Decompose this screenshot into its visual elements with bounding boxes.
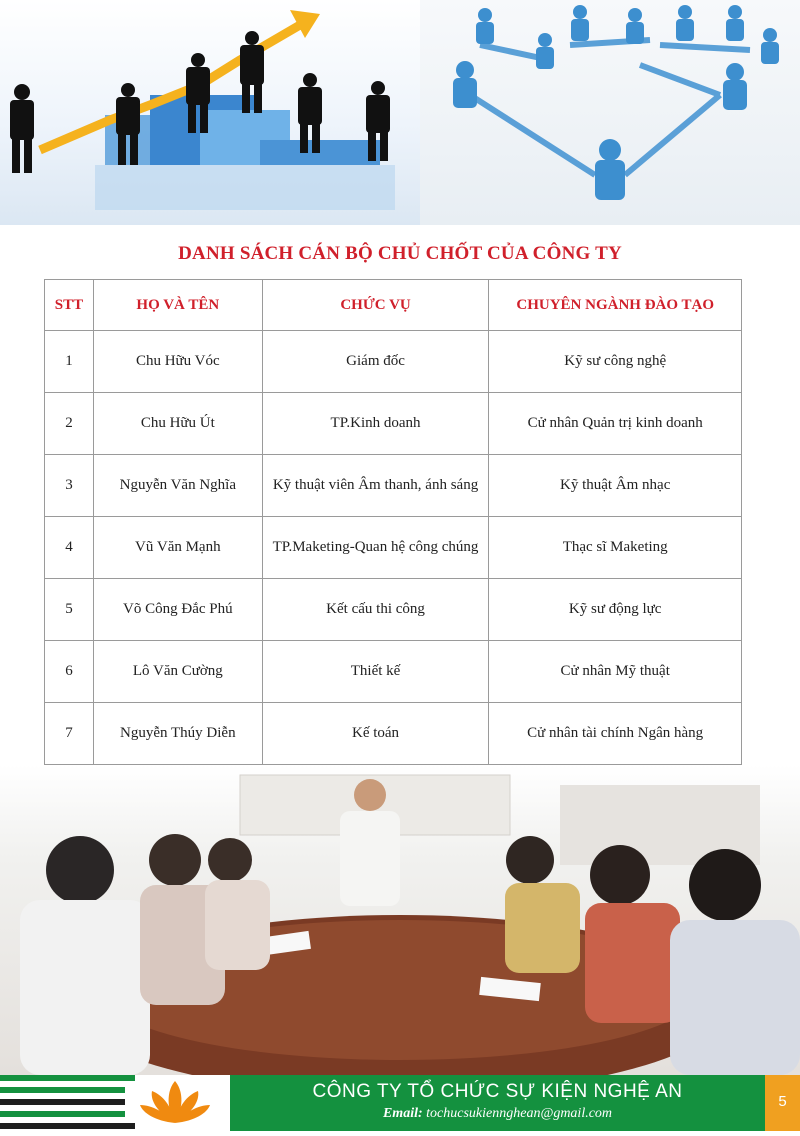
business-growth-image xyxy=(0,0,420,225)
cell-name: Nguyễn Thúy Diễn xyxy=(93,703,262,765)
cell-name: Võ Công Đắc Phú xyxy=(93,579,262,641)
staff-table xyxy=(44,279,742,765)
table-row xyxy=(45,703,742,765)
lotus-logo-icon xyxy=(0,1075,230,1131)
header-specialty: CHUYÊN NGÀNH ĐÀO TẠO xyxy=(489,280,742,331)
cell-specialty: Kỹ sư động lực xyxy=(489,579,742,641)
table-row xyxy=(45,455,742,517)
cell-stt: 7 xyxy=(45,703,94,765)
cell-position: Thiết kế xyxy=(262,641,489,703)
company-email xyxy=(230,1106,765,1122)
cell-position: Kế toán xyxy=(262,703,489,765)
header-name: HỌ VÀ TÊN xyxy=(93,280,262,331)
cell-position: Kỹ thuật viên Âm thanh, ánh sáng xyxy=(262,455,489,517)
cell-specialty: Cử nhân Quản trị kinh doanh xyxy=(489,393,742,455)
cell-specialty: Thạc sĩ Maketing xyxy=(489,517,742,579)
people-network-illustration xyxy=(420,0,800,225)
cell-stt: 6 xyxy=(45,641,94,703)
page-number: 5 xyxy=(778,1093,787,1110)
table-header-row xyxy=(45,280,742,331)
cell-name: Vũ Văn Mạnh xyxy=(93,517,262,579)
people-network-image xyxy=(420,0,800,225)
cell-position: Kết cấu thi công xyxy=(262,579,489,641)
cell-specialty: Kỹ thuật Âm nhạc xyxy=(489,455,742,517)
cell-name: Lô Văn Cường xyxy=(93,641,262,703)
table-row xyxy=(45,517,742,579)
cell-name: Nguyễn Văn Nghĩa xyxy=(93,455,262,517)
header-stt: STT xyxy=(45,280,94,331)
header-position: CHỨC VỤ xyxy=(262,280,489,331)
cell-position: Giám đốc xyxy=(262,331,489,393)
page-title: DANH SÁCH CÁN BỘ CHỦ CHỐT CỦA CÔNG TY xyxy=(178,243,622,264)
cell-stt: 3 xyxy=(45,455,94,517)
page-number-box xyxy=(765,1075,800,1131)
header-banner xyxy=(0,0,800,230)
meeting-photo xyxy=(0,765,800,1075)
table-row xyxy=(45,641,742,703)
footer-logo-area xyxy=(0,1075,230,1131)
cell-stt: 5 xyxy=(45,579,94,641)
cell-specialty: Kỹ sư công nghệ xyxy=(489,331,742,393)
meeting-illustration xyxy=(0,765,800,1075)
company-name: CÔNG TY TỔ CHỨC SỰ KIỆN NGHỆ AN xyxy=(312,1081,683,1102)
cell-name: Chu Hữu Út xyxy=(93,393,262,455)
footer xyxy=(0,1075,800,1131)
cell-position: TP.Maketing-Quan hệ công chúng xyxy=(262,517,489,579)
cell-stt: 1 xyxy=(45,331,94,393)
table-row xyxy=(45,579,742,641)
cell-stt: 2 xyxy=(45,393,94,455)
cell-name: Chu Hữu Vóc xyxy=(93,331,262,393)
cell-specialty: Cử nhân Mỹ thuật xyxy=(489,641,742,703)
cell-specialty: Cử nhân tài chính Ngân hàng xyxy=(489,703,742,765)
table-row xyxy=(45,331,742,393)
table-row xyxy=(45,393,742,455)
footer-info xyxy=(230,1075,765,1131)
cell-stt: 4 xyxy=(45,517,94,579)
email-label: Email: xyxy=(382,1106,423,1121)
email-address[interactable]: tochucsukiennghean@gmail.com xyxy=(426,1106,613,1121)
cell-position: TP.Kinh doanh xyxy=(262,393,489,455)
business-growth-illustration xyxy=(0,0,420,225)
